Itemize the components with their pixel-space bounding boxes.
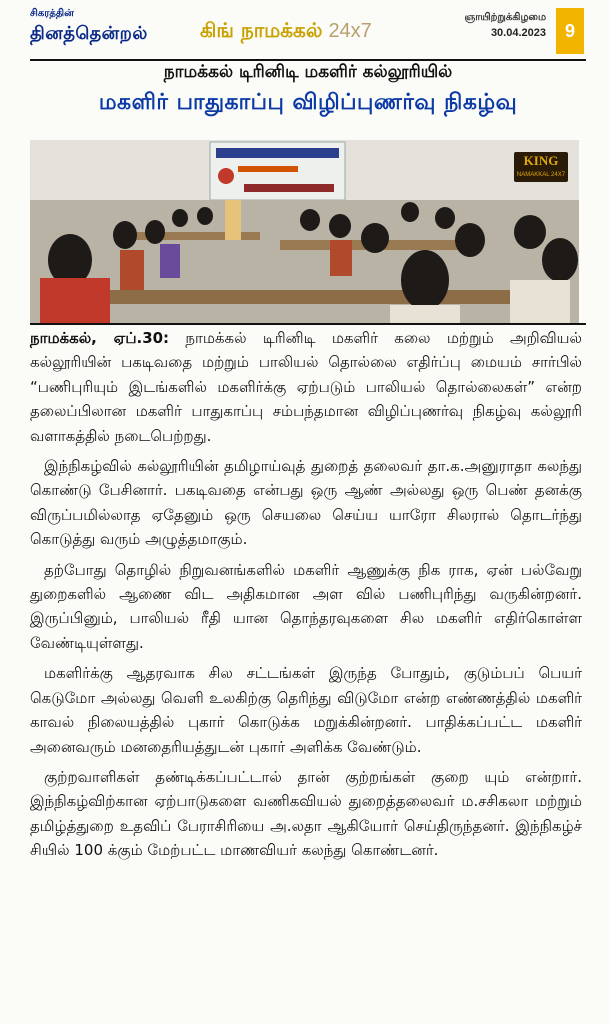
channel-logo	[514, 152, 568, 182]
article-paragraph-1-text: நாமக்கல் டிரினிடி மகளிர் கலை மற்றும் அறிவியல் கல்லூரியின் பகடிவதை மற்றும் பாலியல் தொல்லை எதிர்ப்பு மையம் சார்பில் “பணிபுரியும் இடங்களில் மகளிர்க்கு ஏற்படும் பாலியல் தொல்லைகள்” என்ற தலைப்பிலான மகளிர் பாதுகாப்பு சம்பந்தமான விழிப்புணர்வு நிகழ்வு கல்லூரி வளாகத்தில் நடைபெற்றது.	[30, 329, 582, 445]
brand-logo	[30, 8, 190, 54]
masthead	[0, 0, 610, 60]
event-photo	[30, 140, 579, 323]
classroom-scene	[30, 140, 579, 323]
logo-subtext: NAMAKKAL 24X7	[516, 172, 566, 178]
masthead-divider	[30, 59, 586, 61]
date-block	[446, 12, 546, 39]
edition-name: கிங் நாமக்கல்	[200, 18, 323, 42]
page-number: 9	[556, 8, 584, 54]
edition-title	[200, 18, 372, 45]
brand-name: தினத்தென்றல்	[30, 23, 148, 44]
headline-kicker: நாமக்கல் டிரினிடி மகளிர் கல்லூரியில்	[163, 62, 453, 82]
article-paragraph-4: மகளிர்க்கு ஆதரவாக சில சட்டங்கள் இருந்த போதும், குடும்பப் பெயர் கெடுமோ அல்லது வெளி உலகிற்கு தெரிந்து விடுமோ என்ற எண்ணத்தில் மகளிர் காவல் நிலையத்தில் புகார் கொடுக்க மறுக்கின்றனர். பாதிக்கப்பட்ட மகளிர் அனைவரும் மனதைரியத்துடன் புகார் அளிக்க வேண்டும்.	[30, 664, 582, 756]
logo-text: KING	[523, 153, 559, 168]
article-paragraph-1	[30, 326, 582, 448]
article-paragraph-5: குற்றவாளிகள் தண்டிக்கப்பட்டால் தான் குற்றங்கள் குறை யும் என்றார். இந்நிகழ்விற்கான ஏற்பாடுகளை வணிகவியல் துறைத்தலைவர் ம.சசிகலா மற்றும் தமிழ்த்துறை உதவிப் பேராசிரியை அ.லதா ஆகியோர் செய்திருந்தனர். இந்நிகழ்ச் சியில் 100 க்கும் மேற்பட்ட மாணவியர் கலந்து கொண்டனர்.	[30, 767, 582, 860]
photo-divider	[30, 323, 586, 325]
issue-date: 30.04.2023	[490, 27, 546, 39]
article-paragraph-3: தற்போது தொழில் நிறுவனங்களில் மகளிர் ஆணுக்கு நிக ராக, ஏன் பல்வேறு துறைகளில் ஆணை விட அதிகமான அள வில் பணிபுரிந்து வருகின்றனர். இருப்பினும், பாலியல் ரீதி யான தொந்தரவுகளை சில மகளிர் எதிர்கொள்ள வேண்டியுள்ளது.	[30, 560, 582, 652]
article-paragraph-2: இந்நிகழ்வில் கல்லூரியின் தமிழாய்வுத் துறைத் தலைவர் தா.க.அனுராதா கலந்து கொண்டு பேசினார். பகடிவதை என்பது ஒரு ஆண் அல்லது ஒரு பெண் தனக்கு விருப்பமில்லாத ஏதேனும் ஒரு செயலை செய்ய யாரோ சிலரால் தொடர்ந்து கொடுத்து வரும் அழுத்தமாகும்.	[30, 457, 582, 549]
article-dateline: நாமக்கல், ஏப்.30:	[30, 329, 170, 347]
article-body	[30, 326, 582, 869]
brand-small-text: சிகரத்தின்	[30, 8, 74, 19]
edition-suffix: 24x7	[328, 20, 372, 42]
weekday: ஞாயிற்றுக்கிழமை	[464, 12, 546, 23]
headline-main: மகளிர் பாதுகாப்பு விழிப்புணர்வு நிகழ்வு	[98, 90, 518, 115]
